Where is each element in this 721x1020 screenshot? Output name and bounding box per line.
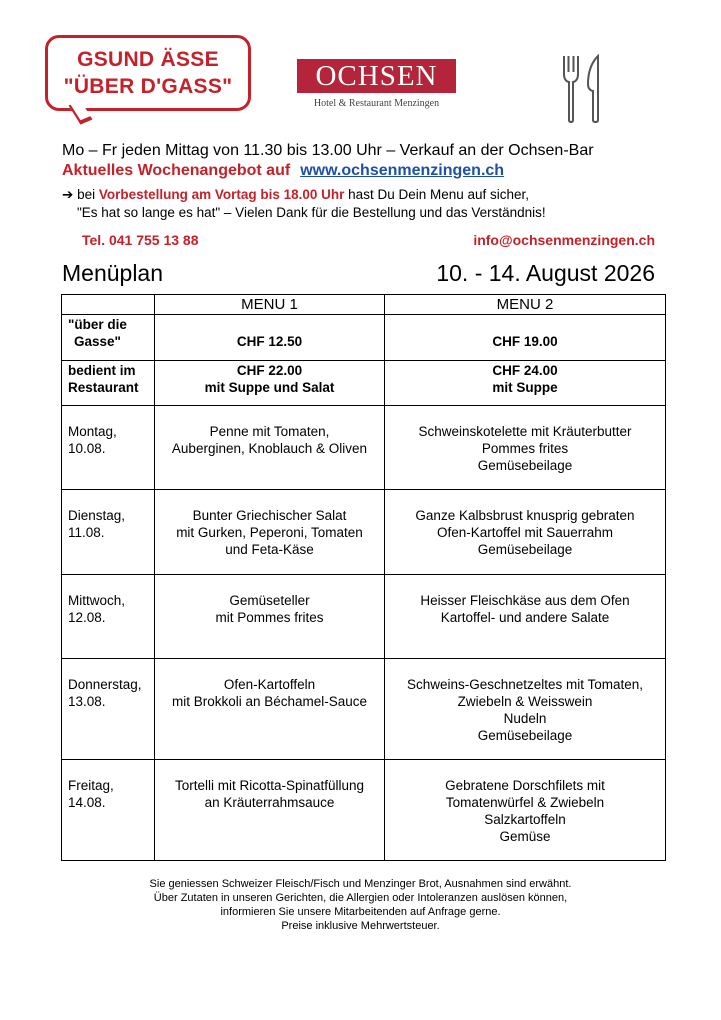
dish-line: Salzkartoffeln	[484, 812, 566, 827]
dish-line: Schweins-Geschnetzeltes mit Tomaten,	[406, 677, 644, 692]
day-cell	[62, 406, 155, 490]
page-title: Menüplan	[62, 260, 164, 286]
served-m2-price: CHF 24.00	[492, 363, 558, 378]
served-m1-note: mit Suppe und Salat	[204, 380, 335, 395]
website-link[interactable]: www.ochsenmenzingen.ch	[300, 162, 505, 179]
dish-line: Penne mit Tomaten,	[209, 424, 330, 439]
menu-2-dish	[385, 490, 666, 575]
dish-line: Schweinskotelette mit Kräuterbutter	[418, 424, 632, 439]
dish-line: Ofen-Kartoffeln	[223, 677, 316, 692]
day-name: Dienstag,	[68, 508, 126, 523]
opening-hours: Mo – Fr jeden Mittag von 11.30 bis 13.00 Uhr – Verkauf an der Ochsen-Bar	[62, 142, 594, 159]
dish-line: Kartoffel- und andere Salate	[440, 610, 610, 625]
menu-2-dish	[385, 760, 666, 861]
menu-1-dish	[155, 760, 385, 861]
dish-line: Tomatenwürfel & Zwiebeln	[445, 795, 605, 810]
menu-2-dish	[385, 575, 666, 659]
footer-line: Sie geniessen Schweizer Fleisch/Fisch und Menzinger Brot, Ausnahmen sind erwähnt.	[149, 878, 572, 890]
day-name: Donnerstag,	[68, 677, 142, 692]
served-price-row	[62, 361, 666, 406]
dish-line: mit Pommes frites	[215, 610, 324, 625]
dish-line: Gemüseteller	[229, 593, 310, 608]
served-label-1: bedient im	[68, 363, 136, 378]
menu-1-dish	[155, 575, 385, 659]
preorder-deadline: Vorbestellung am Vortag bis 18.00 Uhr	[98, 187, 345, 202]
day-date: 10.08.	[68, 441, 106, 456]
served-price-menu-1	[155, 361, 385, 406]
day-row-tuesday	[62, 490, 666, 575]
date-range: 10. - 14. August 2026	[436, 260, 655, 286]
takeaway-price-menu-2: CHF 19.00	[385, 315, 666, 361]
day-row-monday	[62, 406, 666, 490]
menu-1-dish	[155, 490, 385, 575]
takeaway-label	[62, 315, 155, 361]
menu-table	[61, 294, 666, 861]
preorder-pre: bei	[73, 187, 99, 202]
takeaway-price-row	[62, 315, 666, 361]
dish-line: mit Gurken, Peperoni, Tomaten	[176, 525, 363, 540]
dish-line: Gemüsebeilage	[477, 728, 573, 743]
dish-line: Gebratene Dorschfilets mit	[445, 778, 605, 793]
day-date: 12.08.	[68, 610, 106, 625]
fork-knife-icon	[560, 54, 604, 124]
header-empty	[62, 295, 155, 315]
weekly-offer-label: Aktuelles Wochenangebot auf	[62, 162, 291, 179]
thank-you-note: "Es hat so lange es hat" – Vielen Dank für die Bestellung und das Verständnis!	[77, 205, 546, 220]
ochsen-logo: OCHSEN	[297, 59, 456, 93]
menu-2-dish	[385, 659, 666, 760]
preorder-note	[62, 187, 529, 203]
dish-line: Ofen-Kartoffel mit Sauerrahm	[436, 525, 614, 540]
dish-line: Bunter Griechischer Salat	[192, 508, 347, 523]
dish-line: Tortelli mit Ricotta-Spinatfüllung	[174, 778, 365, 793]
footer-line: Preise inklusive Mehrwertsteuer.	[281, 920, 440, 932]
menu-1-dish	[155, 659, 385, 760]
logo-subtitle: Hotel & Restaurant Menzingen	[313, 98, 440, 109]
day-cell	[62, 490, 155, 575]
dish-line: Pommes frites	[481, 441, 569, 456]
dish-line: Zwiebeln & Weisswein	[457, 694, 593, 709]
dish-line: an Kräuterrahmsauce	[204, 795, 335, 810]
promo-badge	[45, 35, 251, 111]
dish-line: mit Brokkoli an Béchamel-Sauce	[171, 694, 368, 709]
served-price-menu-2	[385, 361, 666, 406]
table-header-row	[62, 295, 666, 315]
takeaway-price-menu-1: CHF 12.50	[155, 315, 385, 361]
menu-2-dish	[385, 406, 666, 490]
day-cell	[62, 575, 155, 659]
footer-line: Über Zutaten in unseren Gerichten, die Allergien oder Intoleranzen auslösen können,	[153, 892, 568, 904]
weekly-offer	[62, 162, 504, 180]
day-row-friday	[62, 760, 666, 861]
dish-line: Gemüsebeilage	[477, 542, 573, 557]
dish-line: Heisser Fleischkäse aus dem Ofen	[420, 593, 630, 608]
dish-line: Auberginen, Knoblauch & Oliven	[171, 441, 368, 456]
takeaway-label-2: Gasse"	[74, 334, 121, 349]
day-cell	[62, 760, 155, 861]
badge-line-2: "ÜBER D'GASS"	[63, 75, 233, 98]
day-date: 11.08.	[68, 525, 105, 540]
day-date: 13.08.	[68, 694, 106, 709]
day-name: Montag,	[68, 424, 117, 439]
dish-line: und Feta-Käse	[225, 542, 314, 557]
day-cell	[62, 659, 155, 760]
dish-line: Gemüsebeilage	[477, 458, 573, 473]
menu-1-dish	[155, 406, 385, 490]
day-name: Freitag,	[68, 778, 114, 793]
footer-note	[0, 877, 721, 933]
served-label-2: Restaurant	[68, 380, 139, 395]
email-address[interactable]: info@ochsenmenzingen.ch	[473, 232, 655, 248]
footer-line: informieren Sie unsere Mitarbeitenden auf Anfrage gerne.	[220, 906, 501, 918]
served-m2-note: mit Suppe	[492, 380, 558, 395]
day-name: Mittwoch,	[68, 593, 126, 608]
day-row-thursday	[62, 659, 666, 760]
header-menu-1: MENU 1	[155, 295, 385, 315]
day-row-wednesday	[62, 575, 666, 659]
header-menu-2: MENU 2	[385, 295, 666, 315]
served-label	[62, 361, 155, 406]
day-date: 14.08.	[68, 795, 106, 810]
dish-line: Gemüse	[499, 829, 551, 844]
dish-line: Ganze Kalbsbrust knusprig gebraten	[415, 508, 635, 523]
badge-line-1: GSUND ÄSSE	[77, 48, 219, 71]
dish-line: Nudeln	[503, 711, 547, 726]
arrow-icon: ➔	[62, 187, 74, 202]
served-m1-price: CHF 22.00	[236, 363, 303, 378]
takeaway-label-1: "über die	[68, 317, 127, 332]
preorder-post: hast Du Dein Menu auf sicher,	[344, 187, 530, 202]
phone-number[interactable]: Tel. 041 755 13 88	[82, 232, 199, 248]
